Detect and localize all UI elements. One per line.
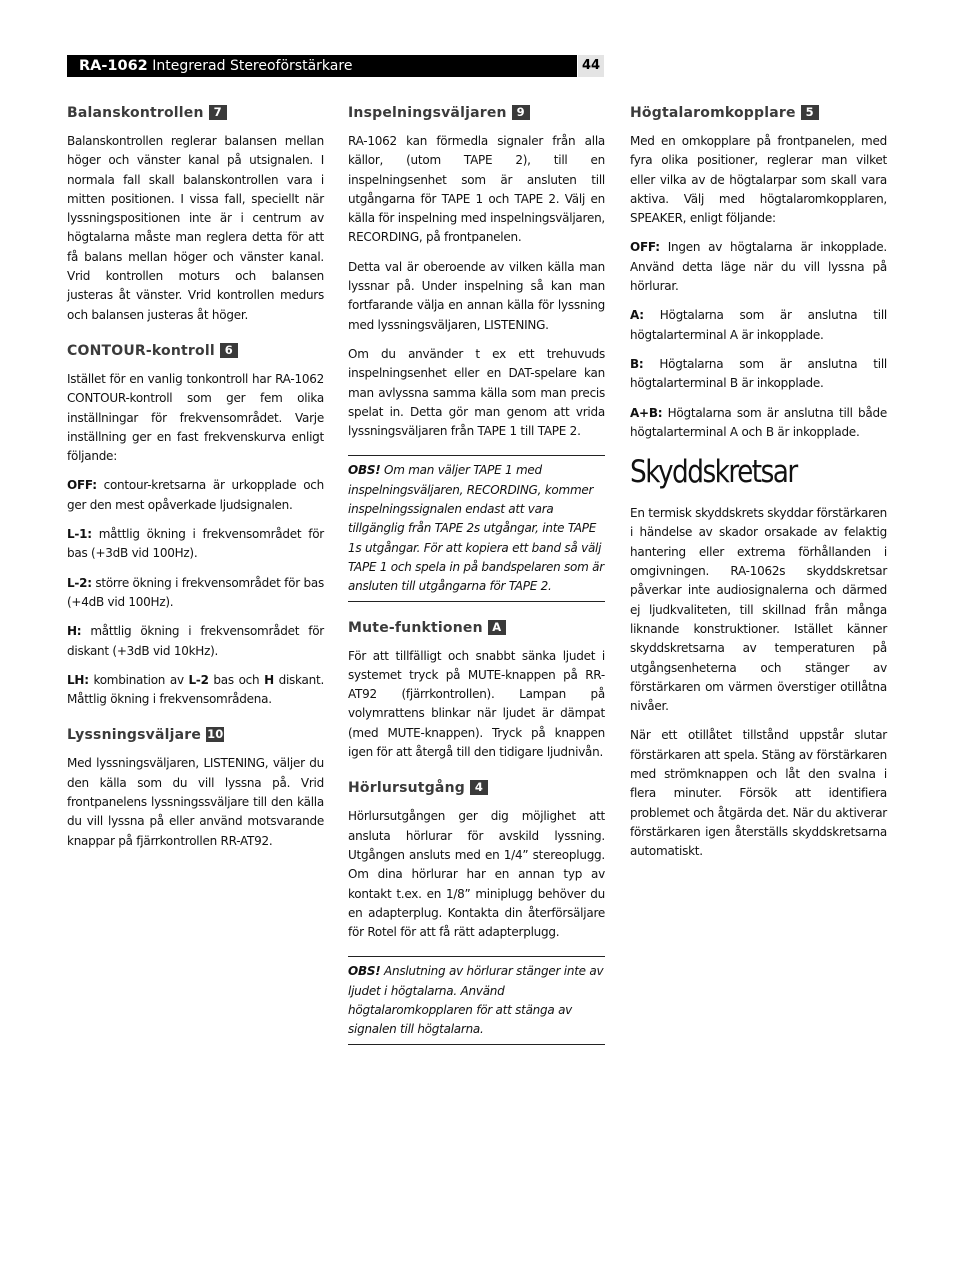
column-middle (348, 105, 605, 1063)
section-heading-contour: CONTOUR-kontroll 6 (67, 343, 324, 359)
page-number: 44 (578, 55, 604, 77)
paragraph: Detta val är oberoende av vilken källa man lyssnar på. Under inspelning så kan man fortfarande välja en annan källa för lyssning med lyssningsväljaren, LISTENING. (348, 259, 605, 332)
contour-h-item: H: måttlig ökning i frekvensområdet för diskant (+3dB vid 10kHz). (67, 624, 324, 658)
speaker-ab-item: A+B: Högtalarna som är anslutna till både högtalarterminal A och B är inkopplade. (630, 405, 887, 439)
model-name: RA-1062 (79, 58, 148, 74)
speaker-a-item: A: Högtalarna som är anslutna till högtalarterminal A är inkopplade. (630, 308, 887, 342)
contour-l2-item: L-2: större ökning i frekvensområdet för bas (+4dB vid 100Hz). (67, 575, 324, 609)
contour-lh-item: LH: kombination av L-2 bas och H diskant. Måttlig ökning i frekvensområdena. (67, 672, 325, 707)
section-heading-mute: Mute-funktionen A (348, 620, 605, 636)
section-badge: 6 (220, 343, 238, 358)
section-heading-listening: Lyssningsväljare 10 (67, 727, 224, 744)
section-badge: A (488, 620, 506, 635)
paragraph: Hörlursutgången ger dig möjlighet att ansluta hörlurar för avskild lyssning. Utgången ansluts med en 1/4” stereoplugg. Om dina hörlurar har en annan typ av kontakt t.ex. en 1/8” miniplugg behöver du en adapterplug. Kontakta din återförsäljare för Rotel för att få rätt adapterplugg. (348, 809, 605, 940)
speaker-off-item: OFF: Ingen av högtalarna är inkopplade. Använd detta läge när du vill lyssna på hörlurar. (630, 240, 887, 294)
paragraph: Om du använder t ex ett trehuvuds inspelningsenhet eller en DAT-spelare kan man avlyssna samma källa som man precis spelat in. Detta gör man genom att vrida lyssningsväljaren från TAPE 1 till TAPE 2. (348, 346, 605, 439)
section-heading-recording: Inspelningsväljaren 9 (348, 105, 605, 121)
note-box (348, 455, 605, 601)
contour-off-item: OFF: contour-kretsarna är urkopplade och ger den mest opåverkade ljudsignalen. (67, 478, 324, 512)
paragraph: Istället för en vanlig tonkontroll har RA-1062 CONTOUR-kontroll som ger fem olika inställningar för frekvensområdet. Varje inställning ger en fast frekvenskurva enligt följande: (67, 371, 324, 464)
column-left (67, 105, 324, 861)
column-right (630, 105, 887, 872)
heading-protection: Skyddskretsar (630, 454, 797, 491)
section-heading-balance: Balanskontrollen 7 (67, 105, 324, 121)
section-badge: 4 (470, 780, 488, 795)
paragraph: Med en omkopplare på frontpanelen, med fyra olika positioner, reglerar man vilket eller vilka av de högtalarpar som skall vara aktiva. Välj med högtalaromkopplaren, SPEAKER, enligt följande: (630, 134, 887, 226)
paragraph: RA-1062 kan förmedla signaler från alla källor, (utom TAPE 2), till en inspelningsenhet som är ansluten till utgångarna för TAPE 1 och TAPE 2. Välj en källa för inspelning med inspelningsväljaren, RECORDING, på frontpanelen. (348, 134, 605, 245)
speaker-b-item: B: Högtalarna som är anslutna till högtalarterminal B är inkopplade. (630, 356, 887, 391)
paragraph: Med lyssningsväljaren, LISTENING, väljer du den källa som du vill lyssna på. Vrid frontpanelens lyssningssväljare till den källa du vill lyssna på eller använd motsvarande knappar på fjärrkontrollen RR-AT92. (67, 756, 324, 848)
section-badge: 7 (209, 105, 227, 120)
document-title: Integrerad Stereoförstärkare (152, 58, 353, 74)
section-heading-speakers: Högtalaromkopplare 5 (630, 105, 887, 121)
note-box (348, 956, 605, 1044)
header-bar (67, 55, 577, 77)
note-text: OBS! Anslutning av hörlurar stänger inte av ljudet i högtalarna. Använd högtalaromkopplaren för att stänga av signalen till högtalarna. (348, 964, 604, 1037)
section-badge: 5 (801, 105, 819, 120)
paragraph: När ett otillåtet tillstånd uppstår slutar förstärkaren att spela. Stäng av förstärkaren med strömknappen och låt den svalna i flera minuter. Försök att identifiera problemet och åtgärda det. När du aktiverar förstärkaren igen återställs skyddskretsarna automatiskt. (630, 728, 887, 859)
note-text: OBS! Om man väljer TAPE 1 med inspelningsväljaren, RECORDING, kommer inspelningssignalen endast att vara tillgänglig från TAPE 2s utgångar, inte TAPE 1s utgångar. För att kopiera ett band så välj TAPE 1 och spela in på bandspelaren som är ansluten till utgångarna för TAPE 2. (348, 463, 604, 594)
paragraph: En termisk skyddskrets skyddar förstärkaren i händelse av skador orsakade av felaktig hantering eller extrema förhållanden i omgivningen. RA-1062s skyddskretsar påverkar inte audiosignalerna och därmed ej ljudkvaliteten, till skillnad från många liknande konstruktioner. Istället känner skyddskretsarna av temperaturen på utgångsenheterna och stänger av förstärkaren om värmen överstiger otillåtna nivåer. (630, 506, 887, 714)
section-heading-headphones: Hörlursutgång 4 (348, 780, 605, 796)
contour-l1-item: L-1: måttlig ökning i frekvensområdet för bas (+3dB vid 100Hz). (67, 527, 324, 561)
section-badge: 10 (207, 727, 224, 742)
paragraph: Balanskontrollen reglerar balansen mellan höger och vänster kanal på utsignalen. I normala fall skall balanskontrollen vara i mitten positionen. I vissa fall, speciellt när lyssningspositionen inte är i centrum av högtalarna måste man reglera detta för att få balans mellan höger och vänster kanal. Vrid kontrollen moturs och balansen justeras åt vänster. Vrid kontrollen medurs och balansen justeras åt höger. (67, 134, 324, 322)
section-badge: 9 (512, 105, 530, 120)
paragraph: För att tillfälligt och snabbt sänka ljudet i systemet tryck på MUTE-knappen på RR-AT92 (fjärrkontrollen). Lampan på volymrattens blinkar när ljudet är dämpat (med MUTE-knappen). Tryck på knappen igen för att återgå till den tidigare ljudnivån. (348, 648, 605, 760)
